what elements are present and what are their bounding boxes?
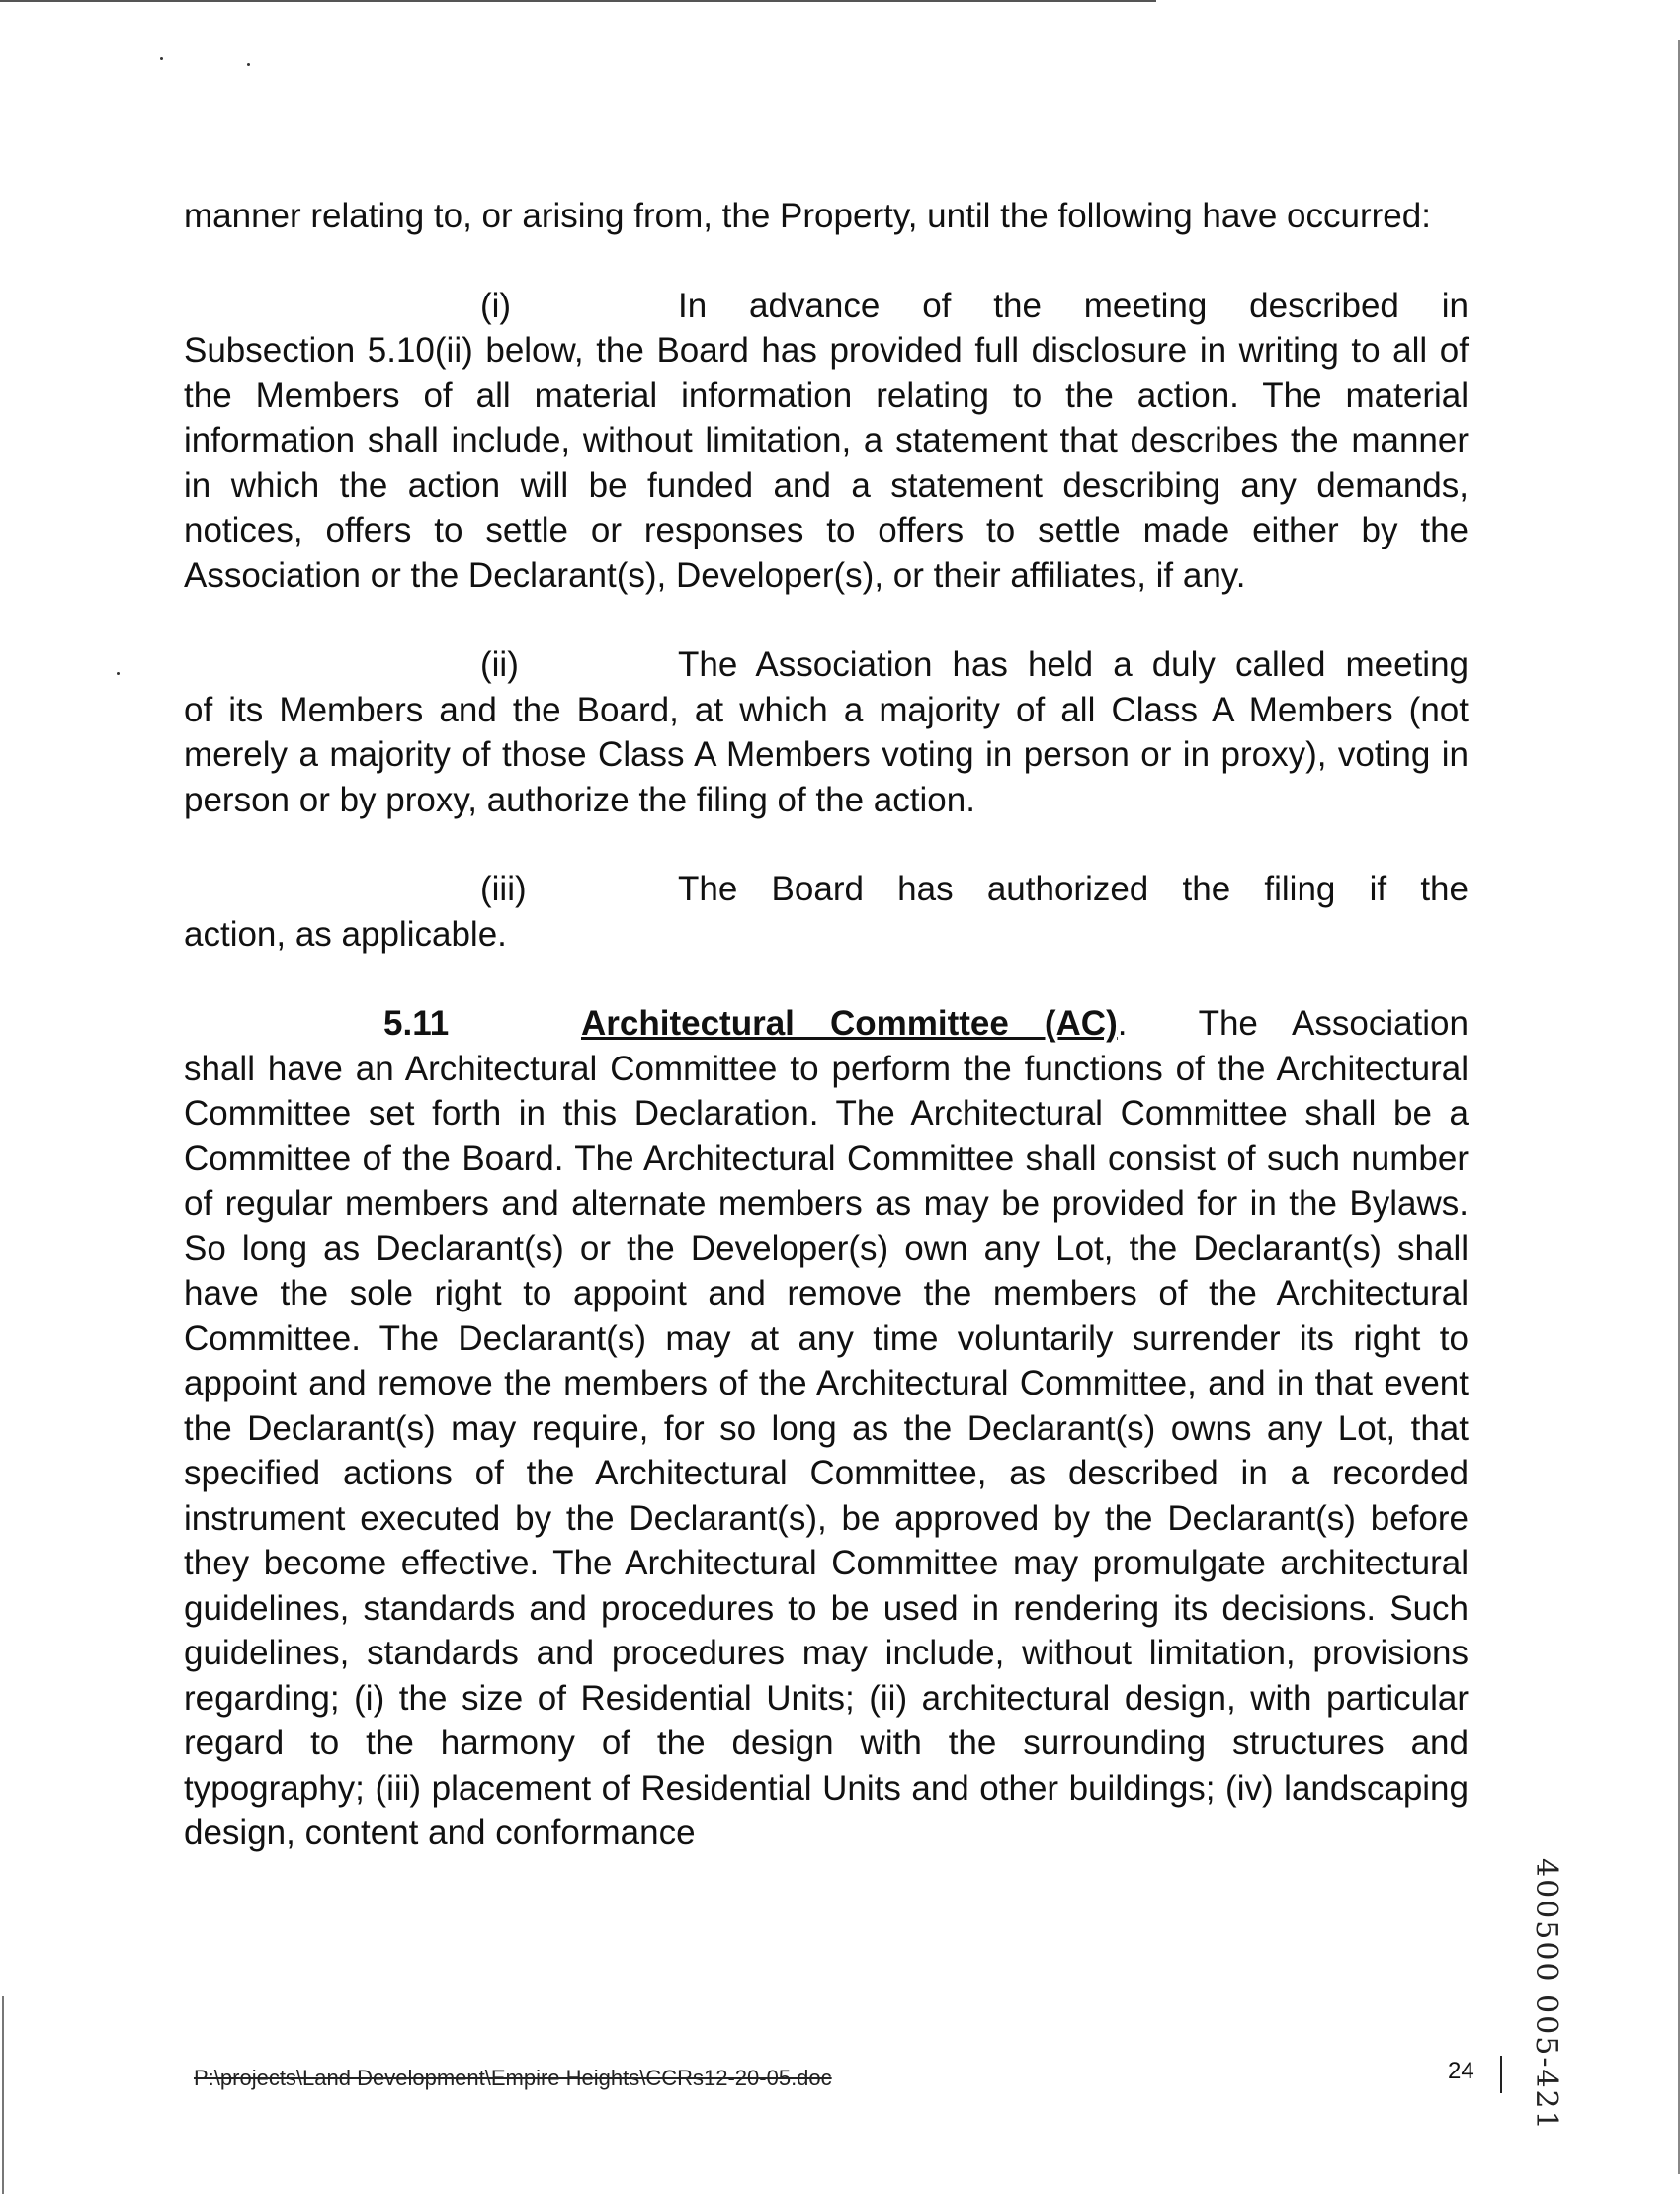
scan-speck: [247, 63, 250, 66]
scan-speck: [160, 57, 163, 60]
item-continuation: of its Members and the Board, at which a majority of all Class A Members (not merely a majority of those Class A Members voting in person or in proxy), voting in person or by proxy, authorize the filing of the action.: [184, 690, 1469, 819]
document-body: [184, 194, 1469, 1856]
item-continuation: Subsection 5.10(ii) below, the Board has provided full disclosure in writing to all of the Members of all material information relating to the action. The material information shall include, without limitation, a statement that describes the manner in which the action will be funded and a statement describing any demands, notices, offers to settle or responses to offers to settle made either by the Association or the Declarant(s), Developer(s), or their affiliates, if any.: [184, 331, 1469, 595]
footer-file-path: P:\projects\Land Development\Empire Heights\CCRs12-20-05.doc: [194, 2066, 832, 2090]
section-body: shall have an Architectural Committee to perform the functions of the Architectural Committee set forth in this Declaration. The Architectural Committee shall be a Committee of the Board. The Architectural Committee shall consist of such number of regular members and alternate members as may be provided for in the Bylaws. So long as Declarant(s) or the Developer(s) own any Lot, the Declarant(s) shall have the sole right to appoint and remove the members of the Architectural Committee. The Declarant(s) may at any time voluntarily surrender its right to appoint and remove the members of the Architectural Committee, and in that event the Declarant(s) may require, for so long as the Declarant(s) owns any Lot, that specified actions of the Architectural Committee, as described in a recorded instrument executed by the Declarant(s), be approved by the Declarant(s) before they become effective. The Architectural Committee may promulgate architectural guidelines, standards and procedures to be used in rendering its decisions. Such guidelines, standards and procedures may include, without limitation, provisions regarding; (i) the size of Residential Units; (ii) architectural design, with particular regard to the harmony of the design with the surrounding structures and typography; (iii) placement of Residential Units and other buildings; (iv) landscaping design, content and conformance: [184, 1049, 1469, 1852]
section-first-line-rest: The Association: [1198, 1004, 1469, 1043]
section-first-line: [184, 1001, 1469, 1047]
list-item: [184, 642, 1469, 822]
scan-speck: [117, 672, 120, 675]
section-title: Architectural Committee (AC): [581, 1004, 1118, 1043]
bates-stamp: 400500 005-421: [1529, 1858, 1563, 2132]
item-number: (i): [480, 286, 512, 325]
item-first-line: In advance of the meeting described in: [678, 286, 1469, 325]
section-title-suffix: .: [1117, 1004, 1128, 1043]
section-5-11: [184, 1001, 1469, 1856]
scan-top-edge: [0, 0, 1156, 2]
item-continuation: action, as applicable.: [184, 914, 507, 954]
list-item: [184, 284, 1469, 599]
section-number: 5.11: [383, 1004, 450, 1043]
item-first-line: The Association has held a duly called meeting: [678, 645, 1469, 684]
item-number: (iii): [480, 870, 527, 908]
list-item: [184, 867, 1469, 957]
page-number-bar: [1500, 2056, 1502, 2093]
page-number: 24: [1448, 2058, 1474, 2084]
item-first-line: The Board has authorized the filing if the: [678, 870, 1469, 908]
scan-left-edge: [2, 1996, 4, 2194]
item-number: (ii): [480, 645, 519, 684]
intro-paragraph: manner relating to, or arising from, the Property, until the following have occurred:: [184, 197, 1431, 235]
